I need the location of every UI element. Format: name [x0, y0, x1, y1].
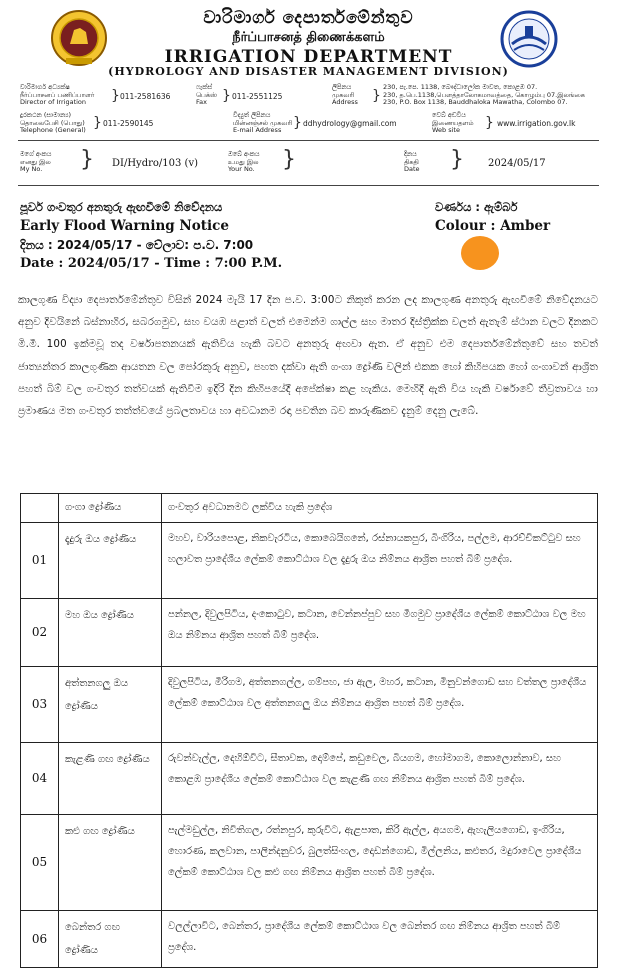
your-number-label: ඔබේ අංකය உமது இல Your No. — [228, 150, 260, 173]
affected-areas: පැල්මඩුල්ල, නිවිතිගල, රත්නපුර, කුරුවිට, ඇළපාත, කිරි ඇල්ල, අයගම, ඇහැලියගොඩ, ඉංගිරිය, හොරණ, කලවාන, පාලින්දනුවර, බුලත්සිංහල, දොඩන්ගොඩ, මිල්ලනිය, කළුතර, මදුරාවෙල ප්‍රාදේශීය ලේකම් කොට්ඨාශ වල කළු ගඟ නිම්නය ආශ්‍රිත පහත් බිම් ප්‍රදේශ. — [162, 815, 598, 911]
brace: } — [222, 88, 231, 104]
brace: } — [485, 115, 494, 131]
affected-areas-table — [20, 493, 598, 968]
division-name: (HYDROLOGY AND DISASTER MANAGEMENT DIVISION) — [108, 65, 509, 78]
header-areas: ගංවතුර අවධානමට ලක්විය හැකි ප්‍රදේශ — [162, 494, 598, 523]
director-phone: 011-2581636 — [120, 92, 171, 101]
affected-areas: පන්නල, දිවුලපිටිය, දංකොටුව, කටාන, වෙන්නප්පුව සහ මීගමුව ප්‍රාදේශීය ලේකම් කොට්ඨාශ වල මහ ඔය නිම්නය ආශ්‍රිත පහත් බිම් ප්‍රදේශ. — [162, 599, 598, 667]
basin-name: අත්තනගලු ඔය ද්‍රෝණිය — [59, 667, 162, 743]
table-header-row — [21, 494, 598, 523]
brace: } — [293, 115, 302, 131]
affected-areas: දිවුලපිටිය, මීරිගම, අත්තනගල්ල, ගම්පහ, ජා ඇල, මහර, කටාන, මිනුවන්ගොඩ සහ වත්තල ප්‍රාදේශීය ලේකම් කොට්ඨාශ වල අත්තනගලු ඔය නිම්නය ආශ්‍රිත පහත් බිම් ප්‍රදේශ. — [162, 667, 598, 743]
basin-name: කළු ගඟ ද්‍රෝණිය — [59, 815, 162, 911]
notice-date-time-english: Date : 2024/05/17 - Time : 7:00 P.M. — [20, 256, 283, 271]
brace: } — [372, 88, 381, 104]
telephone-label: දුරකථන (සාමාන්‍ය) தொலைபேசி (பொது) Telephone (General) — [20, 111, 86, 134]
row-number: 02 — [21, 599, 59, 667]
my-number-label: මගේ අංකය எனது இல My No. — [20, 150, 52, 173]
brace: } — [93, 115, 102, 131]
affected-areas: රුවන්වැල්ල, දෙහිඕවිට, සීතාවක, දොම්පේ, කඩුවෙල, බියගම, හෝමාගම, කොලොන්නාව, සහ කොළඹ ප්‍රාදේශීය ලේකම් කොට්ඨාශ වල කැළණි ගඟ නිම්නය ආශ්‍රිත පහත් බිම් ප්‍රදේශ. — [162, 743, 598, 815]
date-label: දිනය திகதி Date — [404, 150, 420, 173]
telephone-number: 011-2590145 — [103, 119, 154, 128]
website-link[interactable]: www.irrigation.gov.lk — [497, 119, 576, 128]
website-label: වෙබ් අඩවිය இணையதளம் Web site — [432, 111, 474, 134]
header-basin: ගංගා ද්‍රෝණිය — [59, 494, 162, 523]
row-number: 04 — [21, 743, 59, 815]
email-link[interactable]: ddhydrology@gmail.com — [303, 119, 397, 128]
row-number: 05 — [21, 815, 59, 911]
notice-date-time-sinhala: දිනය : 2024/05/17 - වේලාව: ප.ව. 7:00 — [20, 238, 254, 252]
address-value: 230, පැ.පෙ. 1138, බෞද්ධාලෝක මාවත, කොළඹ 07. 230, த.பெ.1138,பௌத்தாலோகமாவத்தை, கொழும்பு 07.இலங்கை 230, P.O. Box 1138, Bauddhaloka Mawatha, Colombo 07. — [383, 83, 585, 106]
row-number: 01 — [21, 523, 59, 599]
table-row — [21, 743, 598, 815]
reference-divider — [18, 185, 599, 186]
director-label: වාරිමාර්ග අධ්‍යක්ෂ நீர்ப்பாசனப் பணிப்பாளர் Director of Irrigation — [20, 83, 95, 106]
affected-areas: මහව, වාරියපොළ, නිකවැරටිය, කොබෙයිගනේ, රස්නායකපුර, බිංගිරිය, පල්ලම, ආරච්චිකට්ටුව සහ හලාවත ප්‍රාදේශීය ලේකම් කොට්ඨාශ වල දැදුරු ඔය නිම්නය ආශ්‍රිත පහත් බිම් ප්‍රදේශ. — [162, 523, 598, 599]
table-row — [21, 911, 598, 968]
table-row — [21, 599, 598, 667]
date-value: 2024/05/17 — [488, 158, 546, 169]
notice-title-english: Early Flood Warning Notice — [20, 218, 229, 234]
brace: } — [282, 147, 296, 172]
colour-label-english: Colour : Amber — [435, 218, 551, 234]
address-label: ලිපිනය முகவரி Address — [332, 83, 358, 106]
brace: } — [80, 147, 94, 172]
email-label: විද්‍යුත් ලිපිනය மின்னஞ்சல் முகவரி E-mail Address — [233, 111, 293, 134]
my-number-value: DI/Hydro/103 (v) — [112, 158, 198, 169]
colour-label-sinhala: වර්ණය : ඇම්බර් — [435, 200, 518, 214]
table-row — [21, 667, 598, 743]
fax-label: ෆැක්ස් பெக்ஸ் Fax — [196, 83, 218, 106]
department-name-english: IRRIGATION DEPARTMENT — [164, 47, 453, 67]
brace: } — [111, 88, 120, 104]
basin-name: දැදුරු ඔය ද්‍රෝණිය — [59, 523, 162, 599]
amber-warning-indicator — [461, 236, 499, 270]
affected-areas: වලල්ලාවිට, බෙන්තර, ප්‍රාදේශීය ලේකම් කොට්ඨාශ වල බෙන්තර ගඟ නිම්නය ආශ්‍රිත පහත් බිම් ප්‍රදේශ. — [162, 911, 598, 968]
header-divider — [18, 140, 599, 141]
table-row — [21, 815, 598, 911]
brace: } — [450, 147, 464, 172]
department-name-sinhala: වාරිමාර්ග දෙපාර්තමේන්තුව — [203, 8, 414, 28]
department-name-tamil: நீர்ப்பாசனத் திணைக்களம் — [232, 30, 385, 45]
basin-name: කැළණි ගඟ ද්‍රෝණිය — [59, 743, 162, 815]
row-number: 03 — [21, 667, 59, 743]
notice-title-sinhala: පූර්ව ගංවතුර අනතුරු ඇඟවීමේ නිවේදනය — [20, 200, 223, 214]
row-number: 06 — [21, 911, 59, 968]
notice-body: කාලගුණ විද්‍යා දෙපාර්තමේන්තුව විසින් 2024 මැයි 17 දින ප.ව. 3:00ට නිකුත් කරන ලද කාලගුණ අනතුරු ඇඟවීමේ නිවේදනයට අනුව දිවයිනේ බස්නාහිර, සබරගමුව, සහ වයඹ පළාත් වලත් එමෙන්ම ගාල්ල සහ මාතර දිස්ත්‍රික්ක වලත් ඇතැම් ස්ථාන වලට දිනකට මි.මී. 100 ඉක්මවූ තද වර්ෂාපතනයක් ඇතිවිය හැකි බවට අනතුරු අඟවා ඇත. ඒ අනුව එම දෙපාර්තමේන්තුවේ සහ තවත් ජාත්‍යන්තර කාලගුණික ආයතන වල පෝරකුරු අනුව, පහත දක්වා ඇති ගංගා ද්‍රෝණි වලින් එකක හෝ කිහිපයක හෝ ගංගාවන් ආශ්‍රිත පහත් බිම් වල ගංවතුර තත්වයක් ඇතිවීම ඉදිරි දින කිහිපයේදී අපේක්ෂා කළ හැකිය. මෙහිදී ඇති විය හැකි වර්ෂාවේ තීව්‍රතාවය හා ප්‍රමාණය මත ගංවතුර තත්ත්වයේ ප්‍රබලතාවය හා අවධානම රඳා පවතින බව කාරුණිකව දැනුම් දෙනු ලැබේ. — [18, 294, 598, 418]
basin-name: බෙන්තර ගඟ ද්‍රෝණිය — [59, 911, 162, 968]
fax-number: 011-2551125 — [232, 92, 283, 101]
basin-name: මහ ඔය ද්‍රෝණිය — [59, 599, 162, 667]
table-row — [21, 523, 598, 599]
